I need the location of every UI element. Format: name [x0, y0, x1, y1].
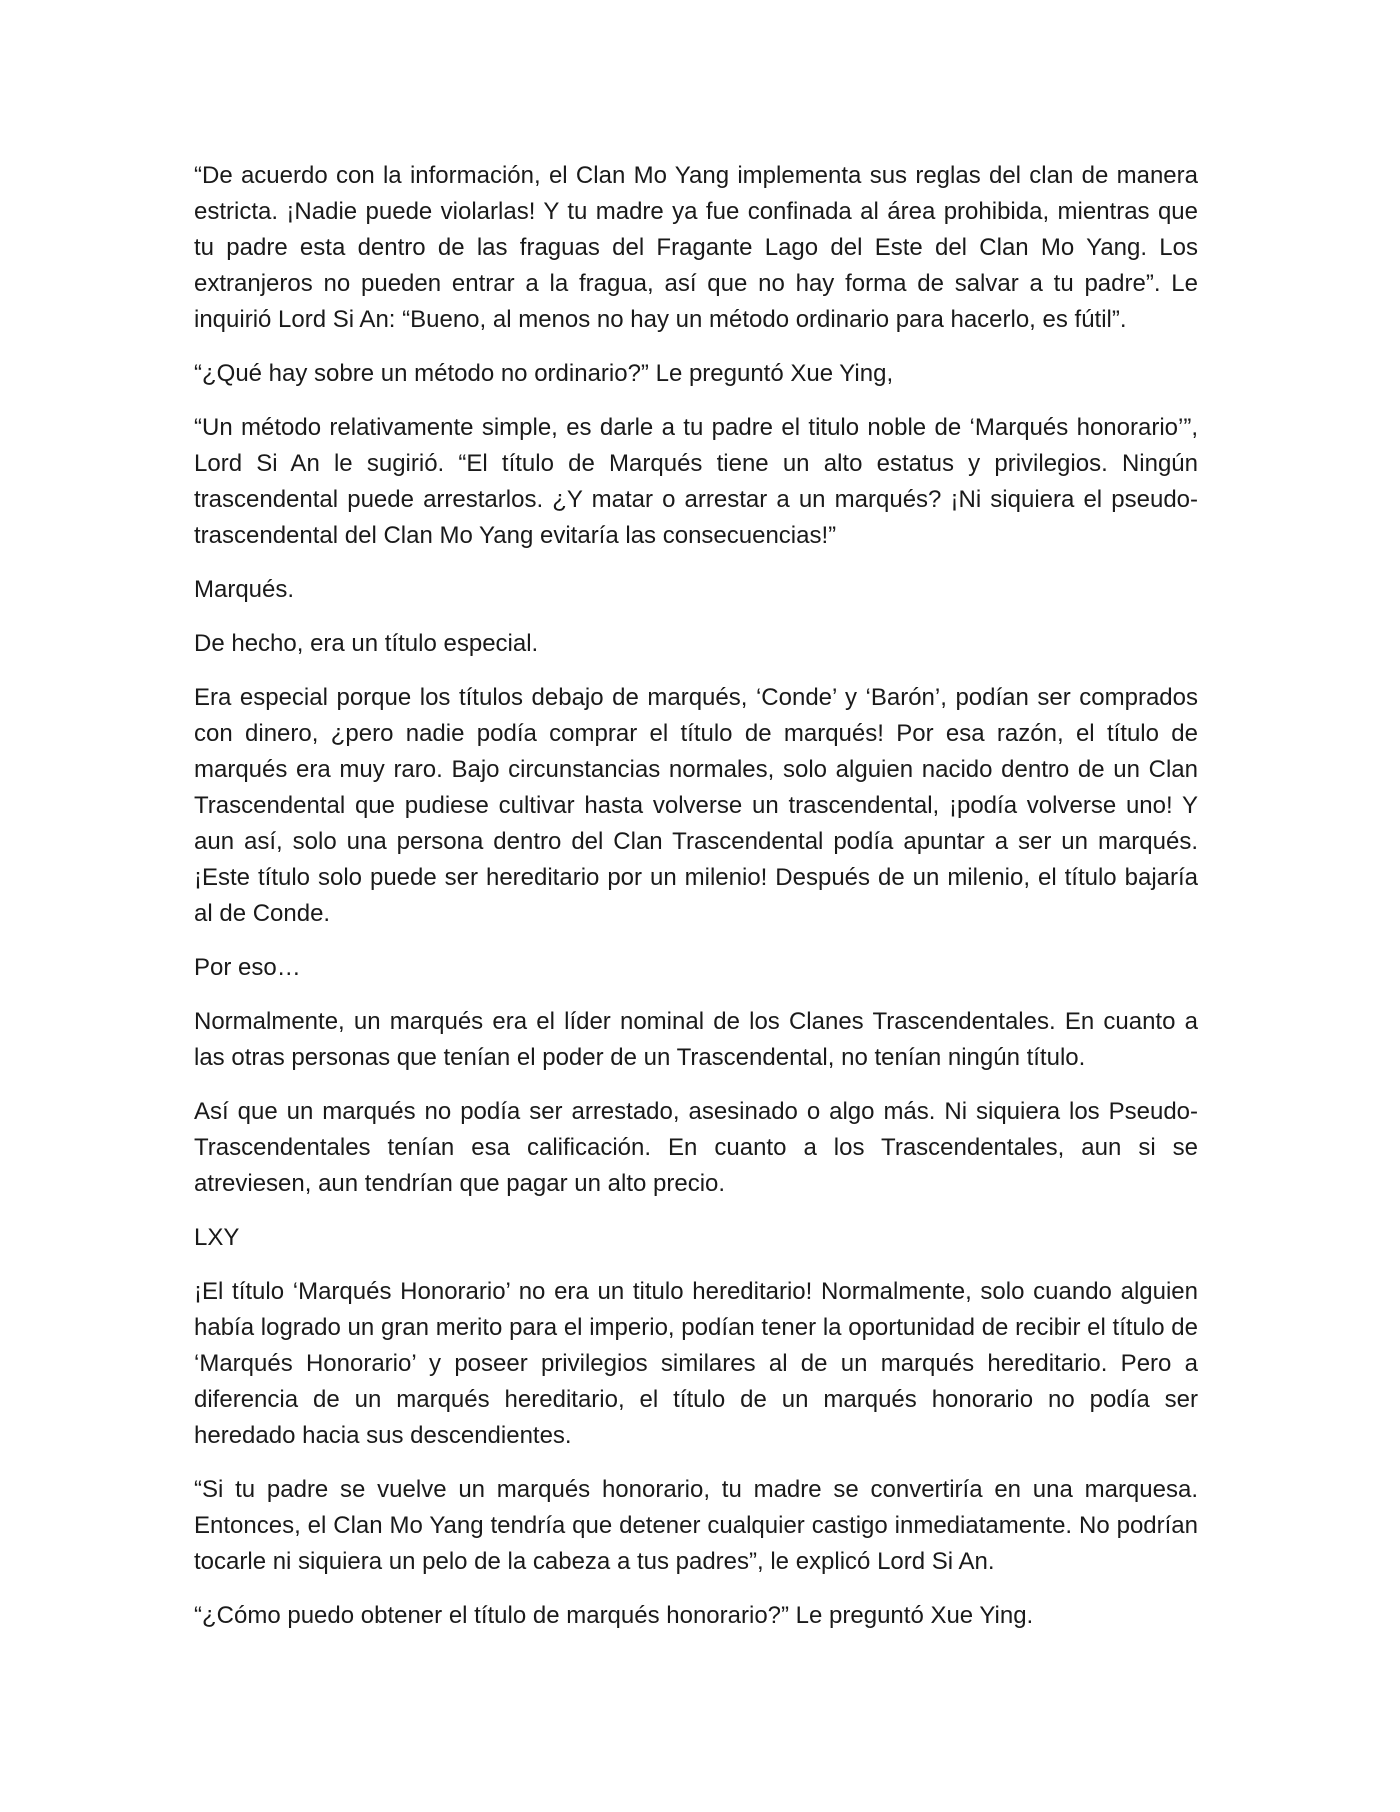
paragraph-7: Por eso…	[194, 954, 301, 981]
paragraph-13: “¿Cómo puedo obtener el título de marqués honorario?” Le preguntó Xue Ying.	[194, 1602, 1034, 1629]
document-body	[194, 158, 1198, 1652]
paragraph-11: ¡El título ‘Marqués Honorario’ no era un titulo hereditario! Normalmente, solo cuando alguien había logrado un gran merito para el imperio, podían tener la oportunidad de recibir el título de ‘Marqués Honorario’ y poseer privilegios similares al de un marqués hereditario. Pero a diferencia de un marqués hereditario, el título de un marqués honorario no podía ser heredado hacia sus descendientes.	[194, 1278, 1198, 1449]
paragraph-2: “¿Qué hay sobre un método no ordinario?” Le preguntó Xue Ying,	[194, 360, 894, 387]
paragraph-5: De hecho, era un título especial.	[194, 630, 539, 657]
paragraph-4: Marqués.	[194, 576, 295, 603]
paragraph-10: LXY	[194, 1224, 240, 1251]
paragraph-1: “De acuerdo con la información, el Clan Mo Yang implementa sus reglas del clan de manera estricta. ¡Nadie puede violarlas! Y tu madre ya fue confinada al área prohibida, mientras que tu padre esta dentro de las fraguas del Fragante Lago del Este del Clan Mo Yang. Los extranjeros no pueden entrar a la fragua, así que no hay forma de salvar a tu padre”. Le inquirió Lord Si An: “Bueno, al menos no hay un método ordinario para hacerlo, es fútil”.	[194, 162, 1198, 333]
paragraph-12: “Si tu padre se vuelve un marqués honorario, tu madre se convertiría en una marquesa. Entonces, el Clan Mo Yang tendría que detener cualquier castigo inmediatamente. No podrían tocarle ni siquiera un pelo de la cabeza a tus padres”, le explicó Lord Si An.	[194, 1476, 1198, 1575]
paragraph-3: “Un método relativamente simple, es darle a tu padre el titulo noble de ‘Marqués honorario’”, Lord Si An le sugirió. “El título de Marqués tiene un alto estatus y privilegios. Ningún trascendental puede arrestarlos. ¿Y matar o arrestar a un marqués? ¡Ni siquiera el pseudo-trascendental del Clan Mo Yang evitaría las consecuencias!”	[194, 414, 1198, 549]
paragraph-6: Era especial porque los títulos debajo de marqués, ‘Conde’ y ‘Barón’, podían ser comprados con dinero, ¿pero nadie podía comprar el título de marqués! Por esa razón, el título de marqués era muy raro. Bajo circunstancias normales, solo alguien nacido dentro de un Clan Trascendental que pudiese cultivar hasta volverse un trascendental, ¡podía volverse uno! Y aun así, solo una persona dentro del Clan Trascendental podía apuntar a ser un marqués. ¡Este título solo puede ser hereditario por un milenio! Después de un milenio, el título bajaría al de Conde.	[194, 684, 1198, 927]
paragraph-8: Normalmente, un marqués era el líder nominal de los Clanes Trascendentales. En cuanto a las otras personas que tenían el poder de un Trascendental, no tenían ningún título.	[194, 1008, 1198, 1071]
paragraph-9: Así que un marqués no podía ser arrestado, asesinado o algo más. Ni siquiera los Pseudo-Trascendentales tenían esa calificación. En cuanto a los Trascendentales, aun si se atreviesen, aun tendrían que pagar un alto precio.	[194, 1098, 1198, 1197]
